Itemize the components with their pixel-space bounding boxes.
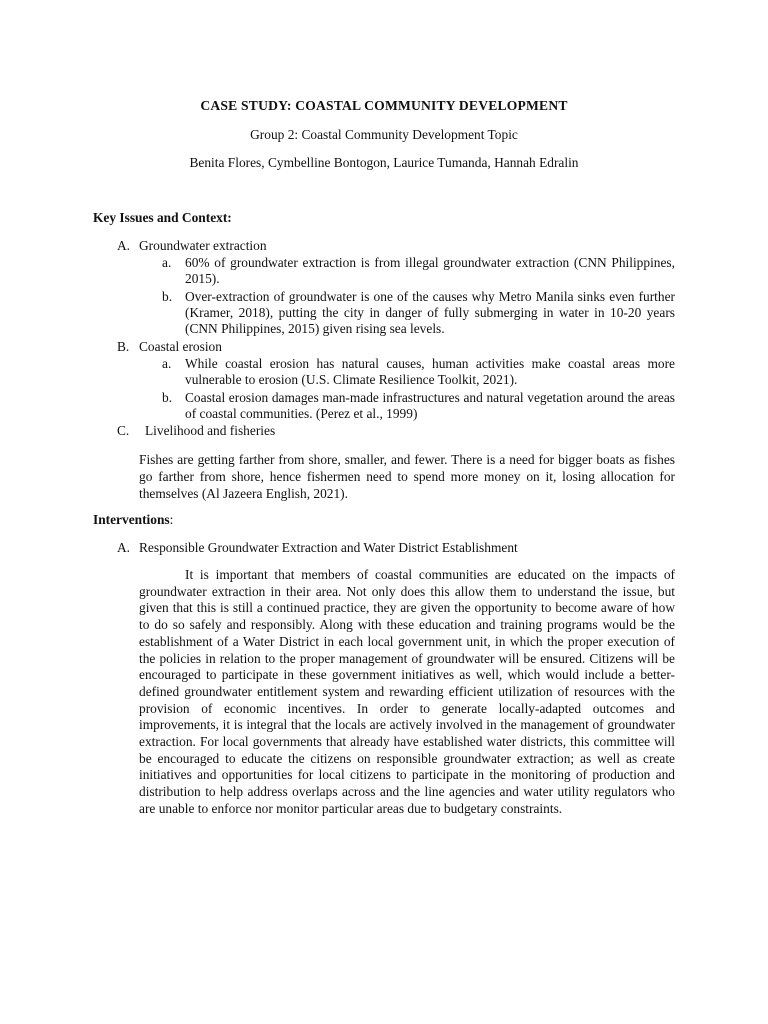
livelihood-paragraph: Fishes are getting farther from shore, smaller, and fewer. There is a need for bigger boats as fishes go farther from shore, hence fishermen need to spend more money on it, losing allocation for themselves (Al Jazeera English, 2021). [139, 452, 675, 501]
document-subtitle: Group 2: Coastal Community Development Topic [250, 127, 518, 142]
sublist-item-text: Over-extraction of groundwater is one of the causes why Metro Manila sinks even further (Kramer, 2018), putting the city in danger of fully submerging in water in 10-20 years (CNN Philippines, 2015) given rising sea levels. [185, 289, 675, 336]
list-item-label: Groundwater extraction [139, 238, 267, 253]
sublist-marker: a. [162, 356, 172, 371]
key-issues-heading: Key Issues and Context: [93, 210, 232, 225]
document-authors: Benita Flores, Cymbelline Bontogon, Laurice Tumanda, Hannah Edralin [189, 155, 579, 170]
intervention-paragraph: It is important that members of coastal communities are educated on the impacts of groundwater extraction in their area. Not only does this allow them to understand the issue, but given that this is still a continued practice, they are given the opportunity to become aware of how to do so safely and responsibly. Along with these education and training programs would be the establishment of a Water District in each local government unit, in which the proper execution of the policies in relation to the proper management of groundwater will be ensured. Citizens will be encouraged to participate in these government initiatives as well, which would include a better-defined groundwater entitlement system and rewarding efficient utilization of resources with the provision of economic incentives. In order to generate locally-adapted outcomes and improvements, it is integral that the locals are actively involved in the management of groundwater extraction. For local governments that already have established water districts, this committee will be encouraged to educate the citizens on responsible groundwater extraction; as well as create initiatives and opportunities for local citizens to participate in the monitoring of production and distribution to help address overlaps across and the line agencies and water utility regulators who are unable to enforce nor monitor particular areas due to budgetary constraints. [139, 567, 675, 816]
sublist-marker: b. [162, 289, 173, 304]
sublist-item-text: Coastal erosion damages man-made infrastructures and natural vegetation around the areas of coastal communities. (Perez et al., 1999) [185, 390, 675, 421]
list-item-label: Livelihood and fisheries [145, 423, 276, 438]
sublist-item-text: While coastal erosion has natural causes, human activities make coastal areas more vulnerable to erosion (U.S. Climate Resilience Toolkit, 2021). [185, 356, 675, 387]
list-item-label: Coastal erosion [139, 339, 222, 354]
sublist-item-text: 60% of groundwater extraction is from illegal groundwater extraction (CNN Philippines, 2015). [185, 255, 675, 286]
list-marker: A. [117, 238, 131, 253]
list-marker: A. [117, 540, 131, 555]
sublist-marker: a. [162, 255, 172, 270]
interventions-heading: Interventions: [93, 512, 174, 527]
list-item-label: Responsible Groundwater Extraction and Water District Establishment [139, 540, 518, 555]
document-title: CASE STUDY: COASTAL COMMUNITY DEVELOPMENT [200, 98, 568, 113]
list-marker: C. [117, 423, 130, 438]
sublist-marker: b. [162, 390, 173, 405]
list-marker: B. [117, 339, 130, 354]
